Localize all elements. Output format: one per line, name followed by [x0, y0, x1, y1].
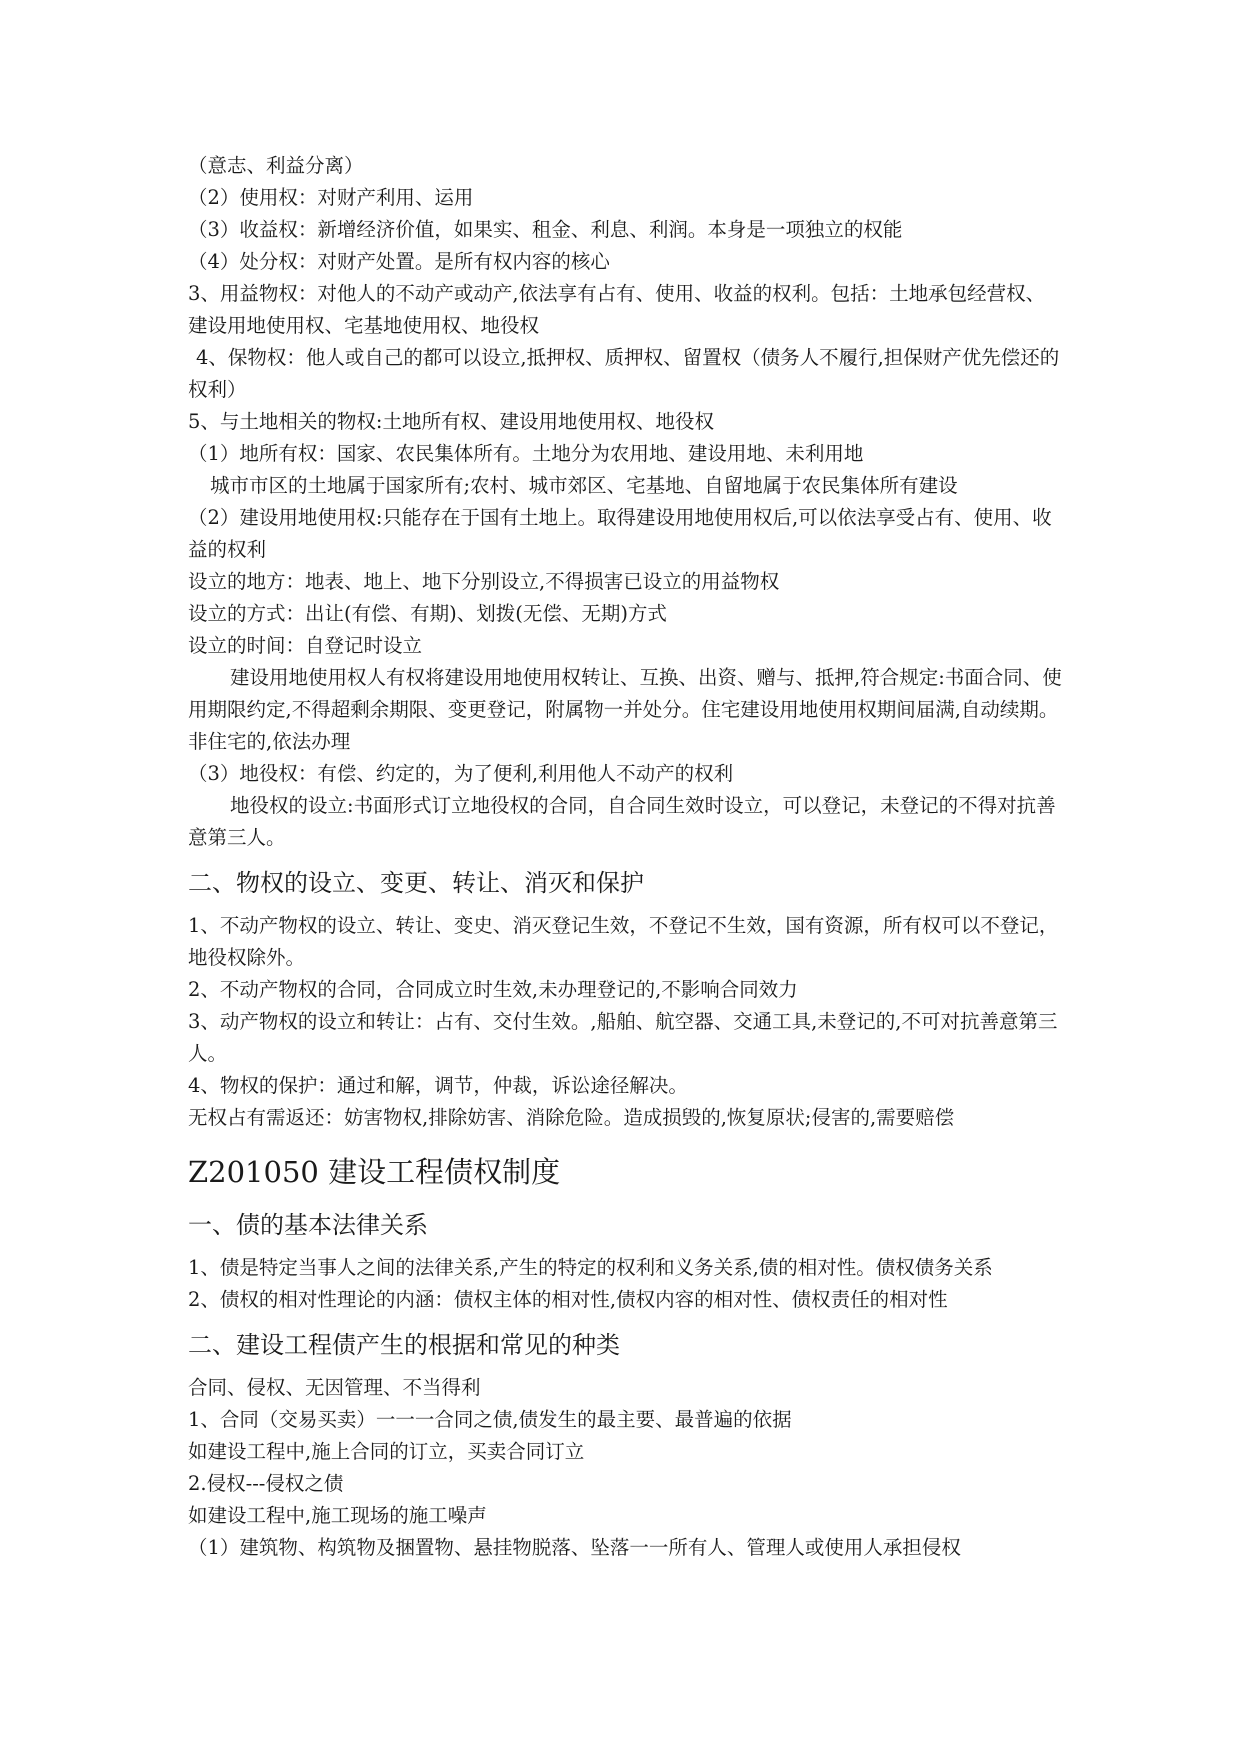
paragraph: 设立的方式：出让(有偿、有期)、划拨(无偿、无期)方式: [188, 602, 667, 625]
paragraph: 设立的地方：地表、地上、地下分别设立,不得损害已设立的用益物权: [188, 570, 780, 593]
paragraph: 1、合同（交易买卖）一一一合同之债,债发生的最主要、最普遍的依据: [188, 1408, 792, 1431]
paragraph: （意志、利益分离）: [188, 154, 364, 177]
section-heading: 二、物权的设立、变更、转让、消灭和保护: [188, 869, 644, 897]
paragraph: （1）地所有权：国家、农民集体所有。土地分为农用地、建设用地、未利用地: [188, 442, 864, 465]
paragraph: （3）地役权：有偿、约定的，为了便利,利用他人不动产的权利: [188, 762, 734, 785]
paragraph: 如建设工程中,施工现场的施工噪声: [188, 1504, 487, 1527]
paragraph: 合同、侵权、无因管理、不当得利: [188, 1376, 481, 1399]
paragraph: 2.侵权---侵权之债: [188, 1472, 344, 1495]
paragraph: （1）建筑物、构筑物及捆置物、悬挂物脱落、坠落一一所有人、管理人或使用人承担侵权: [188, 1536, 961, 1559]
paragraph: 3、动产物权的设立和转让：占有、交付生效。,船舶、航空器、交通工具,未登记的,不可对抗善意第三人。: [188, 1010, 1058, 1065]
paragraph: 4、物权的保护：通过和解，调节，仲裁，诉讼途径解决。: [188, 1074, 688, 1097]
paragraph: 地役权的设立:书面形式订立地役权的合同，自合同生效时设立，可以登记，未登记的不得对抗善意第三人。: [188, 794, 1056, 849]
paragraph: 1、债是特定当事人之间的法律关系,产生的特定的权利和义务关系,债的相对性。债权债务关系: [188, 1256, 993, 1279]
paragraph: （2）使用权：对财产利用、运用: [188, 186, 474, 209]
paragraph: 无权占有需返还：妨害物权,排除妨害、消除危险。造成损毁的,恢复原状;侵害的,需要赔偿: [188, 1106, 955, 1129]
paragraph: 城市市区的土地属于国家所有;农村、城市郊区、宅基地、自留地属于农民集体所有建设: [210, 474, 958, 497]
paragraph: 设立的时间：自登记时设立: [188, 634, 423, 657]
paragraph: 1、不动产物权的设立、转让、变史、消灭登记生效，不登记不生效，国有资源，所有权可以不登记，地役权除外。: [188, 914, 1059, 969]
section-heading: 二、建设工程债产生的根据和常见的种类: [188, 1331, 620, 1359]
document-body: [188, 150, 1063, 1564]
paragraph: （2）建设用地使用权:只能存在于国有土地上。取得建设用地使用权后,可以依法享受占有、使用、收益的权利: [188, 506, 1052, 561]
paragraph: （3）收益权：新增经济价值，如果实、租金、利息、利润。本身是一项独立的权能: [188, 218, 903, 241]
paragraph: （4）处分权：对财产处置。是所有权内容的核心: [188, 250, 610, 273]
section-heading: 一、债的基本法律关系: [188, 1211, 428, 1239]
paragraph: 如建设工程中,施上合同的订立，买卖合同订立: [188, 1440, 585, 1463]
section-heading-main: Z201050 建设工程债权制度: [188, 1155, 561, 1189]
paragraph: 5、与土地相关的物权:土地所有权、建设用地使用权、地役权: [188, 410, 714, 433]
paragraph: 2、债权的相对性理论的内涵：债权主体的相对性,债权内容的相对性、债权责任的相对性: [188, 1288, 948, 1311]
paragraph: 2、不动产物权的合同，合同成立时生效,未办理登记的,不影响合同效力: [188, 978, 798, 1001]
paragraph: 3、用益物权：对他人的不动产或动产,依法享有占有、使用、收益的权利。包括：土地承包经营权、建设用地使用权、宅基地使用权、地役权: [188, 282, 1046, 337]
paragraph: 建设用地使用权人有权将建设用地使用权转让、互换、出资、赠与、抵押,符合规定:书面合同、使用期限约定,不得超剩余期限、变更登记，附属物一并处分。住宅建设用地使用权期间届满,自动续期。非住宅的,依法办理: [188, 666, 1062, 753]
paragraph: 4、保物权：他人或自己的都可以设立,抵押权、质押权、留置权（债务人不履行,担保财产优先偿还的权利）: [188, 346, 1060, 401]
